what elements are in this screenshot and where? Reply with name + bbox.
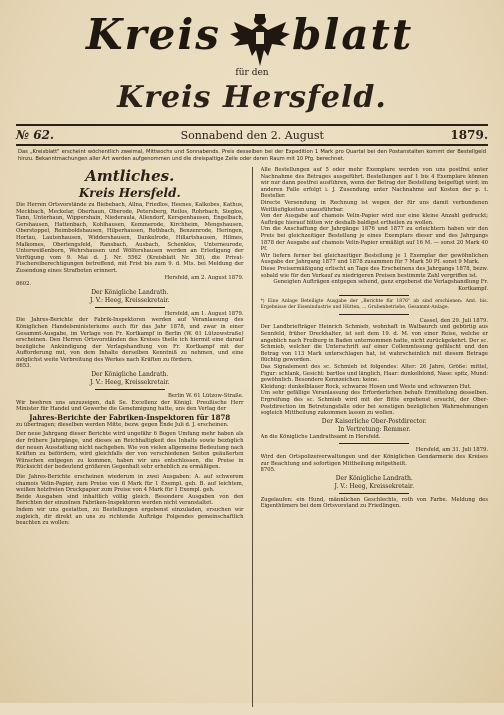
section-subheading: Kreis Hersfeld.	[78, 186, 181, 200]
article-office: Der Königliche Landrath.	[91, 288, 169, 296]
article-paragraph: Der Landbriefträger Heinrich Schmieb, wohnhaft in Walbaurch und gebürtig aus Sennfeld, früher Dreckhalter, ist seit dem 19. d. M. von einer Reise, welche er angeblich nach Freiburg in Baden unternommen hatte, nicht zurückgekehrt. Der sc. Schmieb, welcher die Unterschrift auf einer Collenmüssung gefälscht und den Betrag von 113 Mark unterschlagen hat, ist wahrscheinlich mit diesem Betrage flüchtig geworden.	[260, 324, 489, 364]
article-paragraph: Wir beehren uns anzuzeigen, daß Se. Excellenz der Königl. Preußische Herr Minister für Handel und Gewerbe die Genehmigung hatte, uns den Verlag der	[16, 399, 244, 413]
article-signature: In Vertretung: Remmer.	[338, 425, 411, 433]
article-paragraph: Die Herren Ortsvorstände zu Biebebach, Allna, Friedlos, Heenes, Kalkobes, Kathus, Meckbach, Meckelar, Oberhaun, Oberode, Petersberg, Reilos, Rohrbach, Sieglos, Tann, Unterhaun, Wippershain, Niederaula, Allendorf, Kerspenhausen, Engelbach, Gershausen, Hattenbach, Kohlhausen, Kemmerode, Kirchheim, Mengshausen, Oberstoppel, Reimboldshausen, Hilperhausen, Rothbach, Benzenrode, Heringen, Hortau, Lautenhausen, Widdershausen, Dankelrode, Hillartshausen, Hilmes, Malkomes, Oberlengsfeld, Ransbach, Ausbach, Schenklos, Unterneurode, Unterweißenborn, Wehrshausen und Wölfershausen werden an Erledigung der Verfügung vom 9. Mai d. J. Nr. 5562 (Kreisblatt Nr. 38), die Privat-Fischereiberechtigungen betreffend, mit Frist bis zum 9. d. Mts. bei Meldung der Zusendung eines Strafboten erinnert.	[16, 202, 244, 274]
article-paragraph: Die Jahres-Berichte erscheinen wiederum in zwei Ausgaben: A. auf schwerem chamois Velin-Papier, zum Preise von 6 Mark für 1 Exempl. geh. B. auf leichtem, weißen holzfreien Druckpapier zum Preise von 4 Mark für 1 Exempl. geh.	[16, 474, 244, 494]
footnote: *) Eine Anlage Beteiligte Ausgabe der „Berichte für 1876" ab sind erschienen: Amt. bis. Ergebnisse der Eisenindustrie und Hütten. ... Grubenbetriebe, Gesammt-Anlage.	[260, 299, 489, 311]
article-paragraph: Um die Anschaffung der Jahrgänge 1876 und 1877 zu erleichtern haben wir den Preis bei gleichzeitiger Bestellung je eines Exemplars dieser und des Jahrgangs 1878 der Ausgabe auf chamois Velin-Papier ermäßigt auf 16 M. — sonst 20 Mark 40 Pf.	[260, 226, 489, 253]
article-signature: J. V.: Heeg, Kreissekretair.	[90, 379, 170, 387]
divider-rule	[95, 389, 165, 390]
divider-rule	[339, 493, 409, 494]
divider-rule	[339, 295, 409, 296]
article-number: 8653.	[16, 363, 32, 370]
article-place-date: Cassel, den 29. Juli 1879.	[419, 317, 489, 324]
article-place-date: Hersfeld, am 2. August 1879.	[164, 274, 244, 281]
article-paragraph: Alle Bestellungen auf 5 oder mehr Exemplare werden von uns postfrei unter Nachnahme des Betrages ausgeführt. Bestellungen auf 1 bis 4 Exemplare können wir nur dann postfrei ausführen, wenn der Betrag der Bestellung beigefügt wird; im anderen Falle erfolgt i. J. Zusendung unter Nachnahme auf Kosten der p. t. Besteller.	[260, 167, 489, 200]
article-paragraph: Der neue Jahrgang dieser Berichte wird ungefähr 6 Bogen Umfang mehr haben als der frühere Jahrgänge, und dieses an Reichhaltigkeit des Inhalts sowie bezüglich der neuen Ausstattung nicht nachgeben. Wie von vielen allgemeine Bedeutung nach Kräften zu befördern, wird gleichfalls der von verschiedenen Seiten geäußerten Wünschen entgegen zu kommen, haben wir uns entschlossen, die Preise in Rücksicht der bedeutend größeren Gegenhalt sehr erheblich zu ermäßigen.	[16, 431, 244, 471]
article-recipient: An die Königliche Landrathsamt in Hersfeld.	[260, 433, 381, 440]
book-title: Jahres-Berichte der Fabriken-Inspektoren für 1878	[29, 412, 231, 422]
article-place-date: Hersfeld, am 31. Juli 1879.	[415, 447, 489, 454]
article-signature: J. V.: Heeg, Kreissekretair.	[90, 296, 170, 304]
masthead	[16, 6, 488, 70]
article-paragraph: Um sehr gefällige Veranlassung des Erforderlichen behufs Ermittelung desselben. Ergreifung des sc. Schmieb wird mit der Bitte ergebenst ersucht, der Ober-Postdirection im Betretungsfalle oder bei sonstigen bezüglichen Wahrnehmungen sogleich Mittheilung zukommen lassen zu wollen.	[260, 390, 489, 417]
issue-number: № 62.	[16, 128, 55, 142]
article-paragraph: Von der Ausgabe auf chamois Velin-Papier wird nur eine kleine Anzahl gedruckt; Aufträge hierauf bitten wir deshalb baldigst ertheilen zu wollen.	[260, 213, 489, 226]
article-number: 8602.	[16, 281, 32, 288]
masthead-title-right: blatt	[292, 10, 414, 59]
column-right	[261, 167, 489, 715]
article-paragraph: Die Jahres-Berichte der Fabrik-Inspektoren werden auf Veranlassung des Königlichen Handelsministeriums auch für das Jahr 1878, und zwar in einer Gesammt-Ausgabe, im Verlage von Fr. Kortkampf in Berlin (W. 61 Lützowstraße) erscheinen. Den Herren Ortsvorständen des Kreises theile ich hiermit eine darauf bezügliche Ankündigung der Verlagshandlung von Fr. Kortkampf mit der Aufforderung mit, von dem Inhalte derselben Kenntniß zu nehmen, und eine möglichst weite Verbreitung des Werkes nach Kräften zu fördern.	[16, 317, 244, 363]
article-paragraph: Beide Ausgaben sind inhaltlich völlig gleich. Besondere Ausgaben von den Berichten der einzelnen Fabriken-Inspektoren werden nicht veranstaltet.	[16, 493, 244, 507]
article-paragraph: Zugelaufen: ein Hund, männlichen Geschlechts, roth von Farbe. Meldung des Eigenthümers bei dem Ortsvorstand zu Friedlingen.	[260, 496, 489, 510]
issue-date: Sonnabend den 2. August	[180, 129, 324, 142]
article-signature: J. V.: Heeg, Kreissekretair.	[334, 482, 414, 490]
divider-rule	[339, 443, 409, 444]
article-paragraph: Directe Versendung in Rechnung ist wegen der für uns damit verbundenen Weitläufigkeiten unausführbar.	[260, 199, 489, 213]
article-paragraph: Wird den Ortspolizeiverwaltungen und der Königlichen Gendarmerie des Kreises zur Beachtung und sofortigen Mittheilung mitgetheilt.	[260, 453, 489, 467]
column-left	[16, 167, 244, 715]
masthead-fuer: für den	[235, 68, 269, 78]
masthead-title-left: Kreis	[86, 10, 221, 59]
column-divider	[252, 167, 253, 707]
article-paragraph: Diese Preisermäßigung erlischt an Tage des Erscheinens des Jahrgangs 1878, bezw. sobald wie für den Verkauf zu niedrigeren Preisen bestimmte Zahl vergriffen ist.	[260, 265, 489, 279]
article-office: Der Königliche Landrath.	[91, 371, 169, 379]
article-place-date: Hersfeld, am 1. August 1879.	[164, 310, 244, 317]
divider-rule	[95, 307, 165, 308]
article-paragraph: Das Signalement des sc. Schmieb ist folgendes: Alter: 26 Jahre, Größe: mittel, Figur: schlank, Gesicht: bartlos und länglich, Haar: dunkelblond, Nase: spitz, Mund: gewöhnlich. Besondere Kennzeichen: keine.	[260, 364, 489, 384]
article-office: Der Kaiserliche Ober-Postdirector.	[321, 417, 427, 425]
article-place-date: Berlin W. 61 Lützow-Straße.	[167, 393, 244, 400]
dateline	[16, 126, 488, 144]
subscription-notice: Das „Kreisblatt" erscheint wöchentlich zweimal, Mittwochs und Sonnabends. Preis desselben bei der Expedition 1 Mark pro Quartal bei den Postanstalten kommt der Bestellgeld hinzu. Bekanntmachungen aller Art werden aufgenommen und die dreispaltige Zeile oder deren Raum mit 10 Pfg. berechnet.	[18, 149, 486, 162]
section-heading: Amtliches.	[85, 167, 175, 185]
columns	[16, 167, 488, 715]
article-number: 8705.	[260, 467, 276, 474]
article-paragraph: zu übertragen; dieselben werden Mitte, bezw. gegen Ende Juli d. J. erscheinen.	[16, 421, 229, 428]
rule-bottom	[16, 144, 488, 146]
eagle-crest-icon	[228, 12, 292, 68]
divider-rule	[339, 314, 409, 315]
masthead-district: Kreis Hersfeld.	[117, 80, 387, 115]
article-paragraph: Wir liefern ferner bei gleichzeitiger Bestellung je 1 Exemplar der gewöhnlichen Ausgabe der Jahrgang 1877 und 1878 zusammen für 7 Mark 50 Pf. sonst 9 Mark.	[260, 252, 489, 266]
article-closing: Geneigten Aufträgen entgegen sehend, ganz ergebenst die Verlagshandlung Fr. Kortkampf.	[273, 279, 489, 292]
article-paragraph: Indem wir uns gestatten, zu Bestellungen ergebenst einzuladen, ersuchen wir zugleich, dir direkt an uns zu richtende Aufträge Folgendes gemeinschaftlich beachten zu wollen:	[16, 506, 244, 527]
article-paragraph: Kleidung: dunkelblauer Rock, schwarze Hosen und Weste und schwarzen Hut.	[260, 383, 472, 390]
article-office: Der Königliche Landrath.	[335, 474, 413, 482]
issue-year: 1879.	[450, 128, 488, 142]
